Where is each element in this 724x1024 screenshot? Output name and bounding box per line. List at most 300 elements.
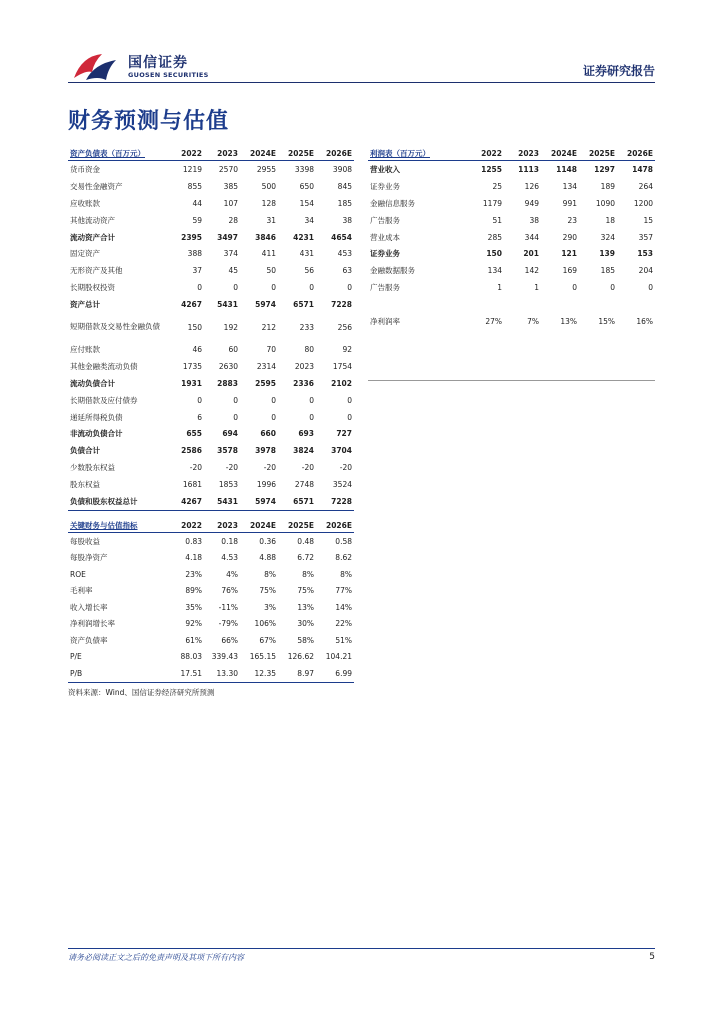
table-header-row [368,146,655,161]
table-cell: 7% [527,316,539,326]
table-cell: 1255 [481,164,502,174]
row-label: ROE [70,569,86,579]
table-cell: 7228 [316,493,354,510]
table-cell: 1219 [182,164,202,174]
table-cell: 0 [572,283,577,293]
row-label: 应收账款 [70,198,100,208]
table-cell: 37 [192,266,202,276]
table-cell: 34 [304,215,314,225]
row-label: 长期借款及应付债券 [70,395,138,405]
table-cell: 324 [600,232,615,242]
column-header: 2024E [541,146,579,161]
row-label: 短期借款及交易性金融负债 [70,322,160,332]
table-row [68,161,354,178]
row-label: 广告服务 [370,215,400,225]
table-cell: 285 [487,232,502,242]
table-cell: 0.48 [297,536,314,546]
table-cell: 51 [492,215,502,225]
column-header: 2022 [168,518,204,533]
table-row [68,566,354,583]
table-title: 资产负债表（百万元） [68,146,168,161]
table-cell: 264 [638,181,653,191]
table-cell: 0 [197,395,202,405]
row-label: 证券业务 [370,249,400,259]
row-label: 证券业务 [370,181,400,191]
table-title: 利润表（百万元） [368,146,468,161]
table-cell: 126 [524,181,539,191]
table-row [68,178,354,195]
table-cell: 431 [299,249,314,259]
table-cell: 0 [197,283,202,293]
table-cell: 3% [264,602,276,612]
table-cell: 2630 [218,361,238,371]
table-cell: 2955 [256,164,276,174]
table-cell: 1200 [633,198,653,208]
column-header: 2023 [204,518,240,533]
row-label: 每股净资产 [70,553,108,563]
table-row [368,161,655,178]
table-cell: 1996 [256,480,276,490]
table-cell: 142 [524,266,539,276]
row-label: 其他流动资产 [70,215,115,225]
table-cell: 23 [567,215,577,225]
table-cell: 22% [335,619,352,629]
column-header: 2024E [240,518,278,533]
table-cell: 0 [271,395,276,405]
key-ratios-table [68,518,354,683]
table-cell: 290 [562,232,577,242]
table-row [368,195,655,212]
table-row [68,459,354,476]
table-row [68,409,354,426]
table-row [68,632,354,649]
table-cell: 5974 [240,493,278,510]
table-cell: 212 [261,322,276,332]
table-cell: 0.83 [185,536,202,546]
table-cell: 727 [336,429,352,439]
footer-divider [68,948,655,949]
table-cell: 128 [261,198,276,208]
table-cell: 3704 [331,446,352,456]
table-cell: 1754 [332,361,352,371]
table-header-row [68,518,354,533]
table-cell: 204 [638,266,653,276]
table-cell: 0 [309,283,314,293]
table-cell: 1 [497,283,502,293]
table-row [68,392,354,409]
column-header: 2023 [204,146,240,161]
table-cell: 25 [492,181,502,191]
table-cell: 650 [299,181,314,191]
table-cell: 7228 [331,300,352,310]
table-cell: 44 [192,198,202,208]
row-label: P/B [68,665,168,682]
source-note: 资料来源：Wind、国信证券经济研究所预测 [68,688,215,697]
table-cell [504,296,541,313]
table-cell: 3578 [217,446,238,456]
table-cell: 4267 [181,300,202,310]
table-cell: 2748 [294,480,314,490]
table-cell [617,296,655,313]
table-cell: 3524 [332,480,352,490]
row-label: 金融数据服务 [370,266,415,276]
table-cell: 0 [233,395,238,405]
table-cell: 30% [297,619,314,629]
row-label: 毛利率 [70,586,93,596]
row-label: P/E [70,652,82,662]
table-cell: 38 [529,215,539,225]
table-cell: 0 [610,283,615,293]
table-cell: 6.99 [316,665,354,682]
table-cell: 1148 [556,164,577,174]
table-cell: 58% [297,635,314,645]
header-divider [68,82,655,83]
table-cell: 4% [226,569,238,579]
table-cell: 1681 [182,480,202,490]
row-label: 金融信息服务 [370,198,415,208]
table-row [368,313,655,330]
table-cell: 61% [185,635,202,645]
table-header-row [68,146,354,161]
table-cell: 45 [228,266,238,276]
table-cell: 150 [187,322,202,332]
column-header: 2026E [316,518,354,533]
table-cell: 12.35 [240,665,278,682]
table-cell: 1179 [482,198,502,208]
row-label: 股东权益 [70,480,100,490]
row-label: 资产负债率 [70,635,108,645]
table-cell: 1853 [218,480,238,490]
row-label: 无形资产及其他 [70,266,123,276]
table-cell: 0 [347,283,352,293]
table-row [368,212,655,229]
page-number: 5 [649,952,655,962]
table-cell: 2595 [255,378,276,388]
table-row [368,296,655,313]
table-cell: 4.18 [185,553,202,563]
table-cell: 15% [598,316,615,326]
table-cell: 0 [648,283,653,293]
table-cell: 13.30 [204,665,240,682]
table-cell: 4.88 [259,553,276,563]
table-cell: 1113 [518,164,539,174]
table-cell: 0 [347,395,352,405]
table-row [68,212,354,229]
table-cell: 0.58 [335,536,352,546]
table-row [68,245,354,262]
table-cell: -20 [225,463,238,473]
table-cell: 139 [599,249,615,259]
table-cell: 2586 [181,446,202,456]
row-label: 流动负债合计 [70,378,115,388]
table-cell: 15 [643,215,653,225]
row-label: 收入增长率 [70,602,108,612]
table-cell: 4.53 [221,553,238,563]
table-cell: 154 [299,198,314,208]
table-cell: 8% [302,569,314,579]
table-cell: 104.21 [325,652,352,662]
table-cell: 38 [342,215,352,225]
table-row [368,262,655,279]
table-cell: 88.03 [180,652,202,662]
row-label: 资产总计 [70,300,100,310]
table-cell: 357 [638,232,653,242]
table-cell: 693 [298,429,314,439]
table-cell: -11% [218,602,238,612]
table-row [68,375,354,392]
table-cell: 165.15 [249,652,276,662]
table-cell: 385 [223,181,238,191]
table-cell: 46 [192,344,202,354]
table-cell: 67% [259,635,276,645]
table-cell: 3824 [293,446,314,456]
row-label: 长期股权投资 [70,283,115,293]
table-cell: 453 [337,249,352,259]
table-row [68,583,354,600]
table-cell: 256 [337,322,352,332]
table-cell: 500 [261,181,276,191]
table-cell: 35% [185,602,202,612]
table-cell [541,296,579,313]
row-label: 营业收入 [370,164,400,174]
table-row [68,442,354,459]
row-label: 广告服务 [370,283,400,293]
column-header: 2025E [278,518,316,533]
balance-sheet-table [68,146,354,511]
row-label: 每股收益 [70,536,100,546]
table-cell [579,296,617,313]
page-title: 财务预测与估值 [68,109,230,134]
table-cell: 949 [524,198,539,208]
table-cell: 845 [337,181,352,191]
column-header: 2025E [278,146,316,161]
table-cell: 126.62 [287,652,314,662]
table-cell: 1297 [594,164,615,174]
table-cell: 0 [233,412,238,422]
table-row [68,493,354,510]
row-label: 负债和股东权益总计 [68,493,168,510]
table-row [68,550,354,567]
table-row [368,279,655,296]
table-cell: 8% [264,569,276,579]
table-cell: 1735 [182,361,202,371]
table-cell: 991 [562,198,577,208]
table-cell: 5431 [217,300,238,310]
column-header: 2026E [617,146,655,161]
table-cell: 5974 [255,300,276,310]
table-cell: 339.43 [211,652,238,662]
table-cell: 121 [561,249,577,259]
table-cell: 3398 [294,164,314,174]
table-cell: 1090 [595,198,615,208]
column-header: 2025E [579,146,617,161]
table-cell: 185 [337,198,352,208]
table-cell: 2314 [256,361,276,371]
table-cell: 28 [228,215,238,225]
table-cell: 0 [347,412,352,422]
table-cell: 18 [605,215,615,225]
row-label: 负债合计 [70,446,100,456]
disclaimer-text: 请务必阅读正文之后的免责声明及其项下所有内容 [68,953,244,962]
table-row [68,616,354,633]
table-cell: 134 [562,181,577,191]
table-cell: 6.72 [297,553,314,563]
table-cell: 77% [335,586,352,596]
table-cell: 75% [259,586,276,596]
table-cell: 189 [600,181,615,191]
table-row [68,262,354,279]
table-cell: 106% [254,619,276,629]
guosen-logo-icon [72,50,122,84]
table-row [68,341,354,358]
table-cell: 411 [261,249,276,259]
table-cell: 80 [304,344,314,354]
row-label: 流动资产合计 [70,232,115,242]
table-cell: 63 [342,266,352,276]
table-cell: 92% [185,619,202,629]
table-cell: 3978 [255,446,276,456]
row-label: 交易性金融资产 [70,181,123,191]
table-cell: 27% [485,316,502,326]
table-cell: 169 [562,266,577,276]
row-label: 货币资金 [70,164,100,174]
table-cell: 50 [266,266,276,276]
table-cell: 1478 [632,164,653,174]
table-row [68,649,354,666]
table-cell: 75% [297,586,314,596]
table-cell: 23% [185,569,202,579]
table-cell: 0.36 [259,536,276,546]
table-cell: 660 [260,429,276,439]
table-row [68,279,354,296]
table-row [68,665,354,682]
table-cell: 4231 [293,232,314,242]
table-cell: -20 [189,463,202,473]
table-cell: 2023 [294,361,314,371]
table-row [68,358,354,375]
table-cell: 60 [228,344,238,354]
table-cell: -20 [263,463,276,473]
table-cell: 8.62 [335,553,352,563]
table-cell: 0.18 [221,536,238,546]
table-cell: 2570 [218,164,238,174]
table-cell: -20 [339,463,352,473]
row-label: 营业成本 [370,232,400,242]
table-cell: 6571 [293,300,314,310]
table-row [68,476,354,493]
table-cell: 14% [335,602,352,612]
row-label: 递延所得税负债 [70,412,123,422]
table-title: 关键财务与估值指标 [68,518,168,533]
table-cell: 388 [187,249,202,259]
table-row [68,425,354,442]
table-cell: 2395 [181,232,202,242]
row-label: 其他金融类流动负债 [70,361,138,371]
row-label: 固定资产 [70,249,100,259]
row-label: 应付账款 [70,344,100,354]
row-label [368,296,468,313]
table-cell: 150 [486,249,502,259]
table-cell: -20 [301,463,314,473]
row-label: 净利润增长率 [70,619,115,629]
table-cell: 13% [297,602,314,612]
table-cell: 3497 [217,232,238,242]
table-row [68,296,354,313]
column-header: 2022 [168,146,204,161]
table-cell: 185 [600,266,615,276]
table-cell: 5431 [204,493,240,510]
row-label: 净利润率 [370,316,400,326]
column-header: 2022 [468,146,504,161]
table-cell: 694 [222,429,238,439]
table-cell: 8.97 [278,665,316,682]
table-cell: 89% [185,586,202,596]
table-cell: 233 [299,322,314,332]
table-cell: 2883 [217,378,238,388]
table-row [68,229,354,246]
table-cell: 51% [335,635,352,645]
table-cell: 192 [223,322,238,332]
row-label: 非流动负债合计 [70,429,123,439]
table-cell: 0 [271,412,276,422]
table-cell: 3908 [332,164,352,174]
table-cell: 92 [342,344,352,354]
table-row [68,533,354,550]
table-cell: 2102 [331,378,352,388]
table-cell: 1931 [181,378,202,388]
page-header [0,0,724,90]
table-row [68,195,354,212]
logo-chinese-name: 国信证券 [128,55,188,71]
column-header: 2026E [316,146,354,161]
table-cell: 855 [187,181,202,191]
column-header: 2023 [504,146,541,161]
table-cell: 2336 [293,378,314,388]
table-cell: -79% [218,619,238,629]
table-cell: 70 [266,344,276,354]
table-row [368,229,655,246]
table-cell: 0 [233,283,238,293]
table-cell: 374 [223,249,238,259]
column-header: 2024E [240,146,278,161]
table-row [68,313,354,341]
income-statement-divider [368,380,655,381]
table-cell: 17.51 [168,665,204,682]
report-type-label: 证券研究报告 [582,64,655,78]
table-cell: 107 [223,198,238,208]
table-cell: 1 [534,283,539,293]
table-cell: 8% [340,569,352,579]
table-cell: 76% [221,586,238,596]
table-row [68,599,354,616]
logo-english-name: GUOSEN SECURITIES [128,71,209,79]
table-cell: 4267 [168,493,204,510]
table-cell: 201 [523,249,539,259]
table-cell: 3846 [255,232,276,242]
income-statement-table [368,146,655,330]
table-row [368,178,655,195]
table-cell: 655 [186,429,202,439]
table-cell: 6571 [278,493,316,510]
table-cell: 0 [309,412,314,422]
table-cell [468,296,504,313]
table-cell: 153 [637,249,653,259]
table-cell: 134 [487,266,502,276]
table-cell: 0 [271,283,276,293]
table-cell: 0 [309,395,314,405]
table-cell: 344 [524,232,539,242]
table-cell: 4654 [331,232,352,242]
